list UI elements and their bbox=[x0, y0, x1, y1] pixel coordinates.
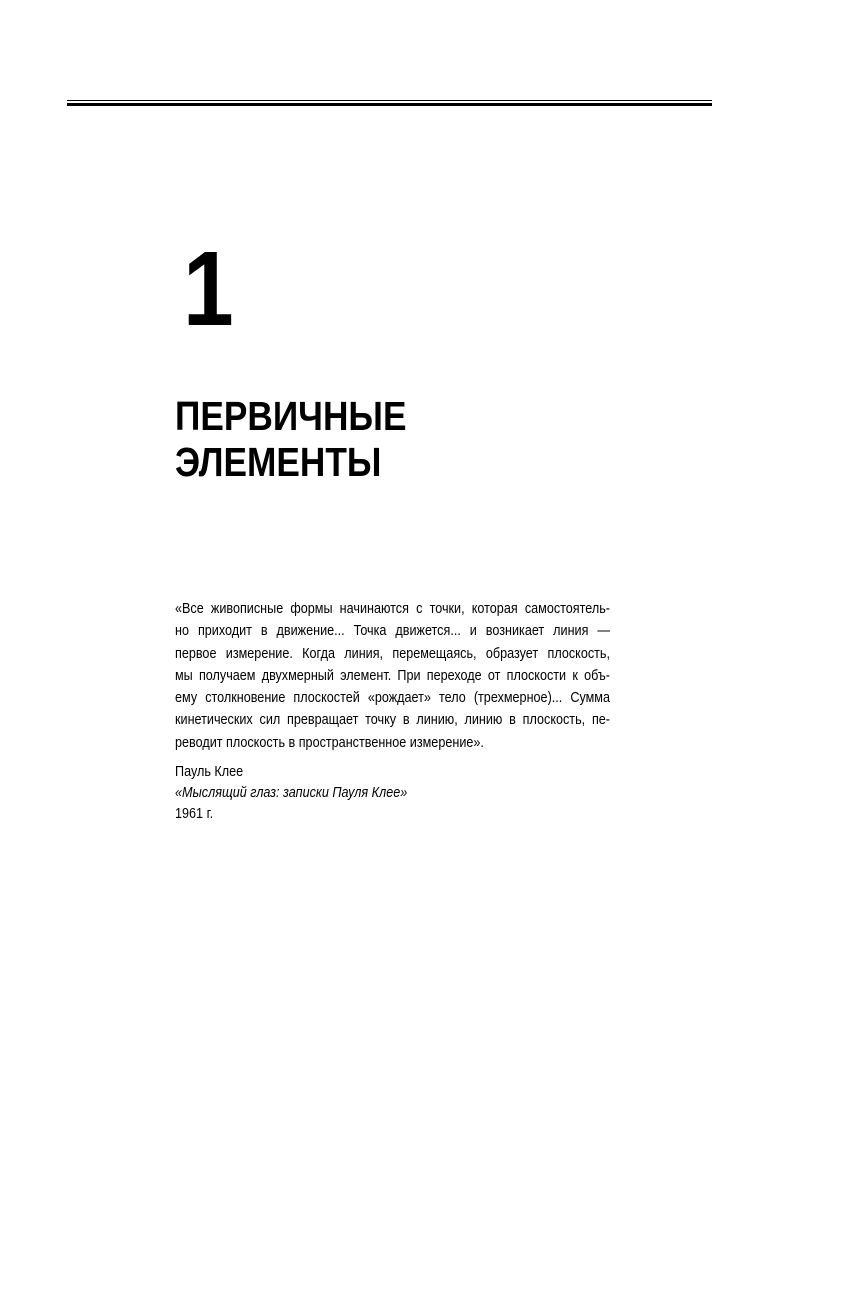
header-rule-thick bbox=[67, 103, 712, 106]
attribution-author: Пауль Клее bbox=[175, 764, 244, 780]
epigraph-quote bbox=[175, 598, 610, 754]
chapter-title-line: ЭЛЕМЕНТЫ bbox=[175, 439, 382, 485]
epigraph-line: ему столкновение плоскостей «рождает» тело (трехмерное)... Сумма bbox=[175, 690, 610, 707]
epigraph-line: мы получаем двухмерный элемент. При переходе от плоскости к объ- bbox=[175, 667, 610, 684]
chapter-title bbox=[175, 393, 406, 485]
attribution-work: «Мыслящий глаз: записки Пауля Клее» bbox=[175, 785, 408, 801]
header-rule-thin bbox=[67, 100, 712, 101]
attribution-year: 1961 г. bbox=[175, 806, 214, 822]
chapter-title-line: ПЕРВИЧНЫЕ bbox=[175, 393, 407, 439]
epigraph-line: кинетических сил превращает точку в линию, линию в плоскость, пе- bbox=[175, 712, 610, 729]
epigraph-attribution bbox=[175, 762, 407, 825]
epigraph-line: реводит плоскость в пространственное измерение». bbox=[175, 734, 484, 751]
epigraph-line: но приходит в движение... Точка движется... и возникает линия — bbox=[175, 623, 610, 640]
epigraph-line: первое измерение. Когда линия, перемещаясь, образует плоскость, bbox=[175, 645, 610, 662]
chapter-number: 1 bbox=[183, 230, 232, 348]
epigraph-line: «Все живописные формы начинаются с точки, которая самостоятель- bbox=[175, 601, 610, 617]
